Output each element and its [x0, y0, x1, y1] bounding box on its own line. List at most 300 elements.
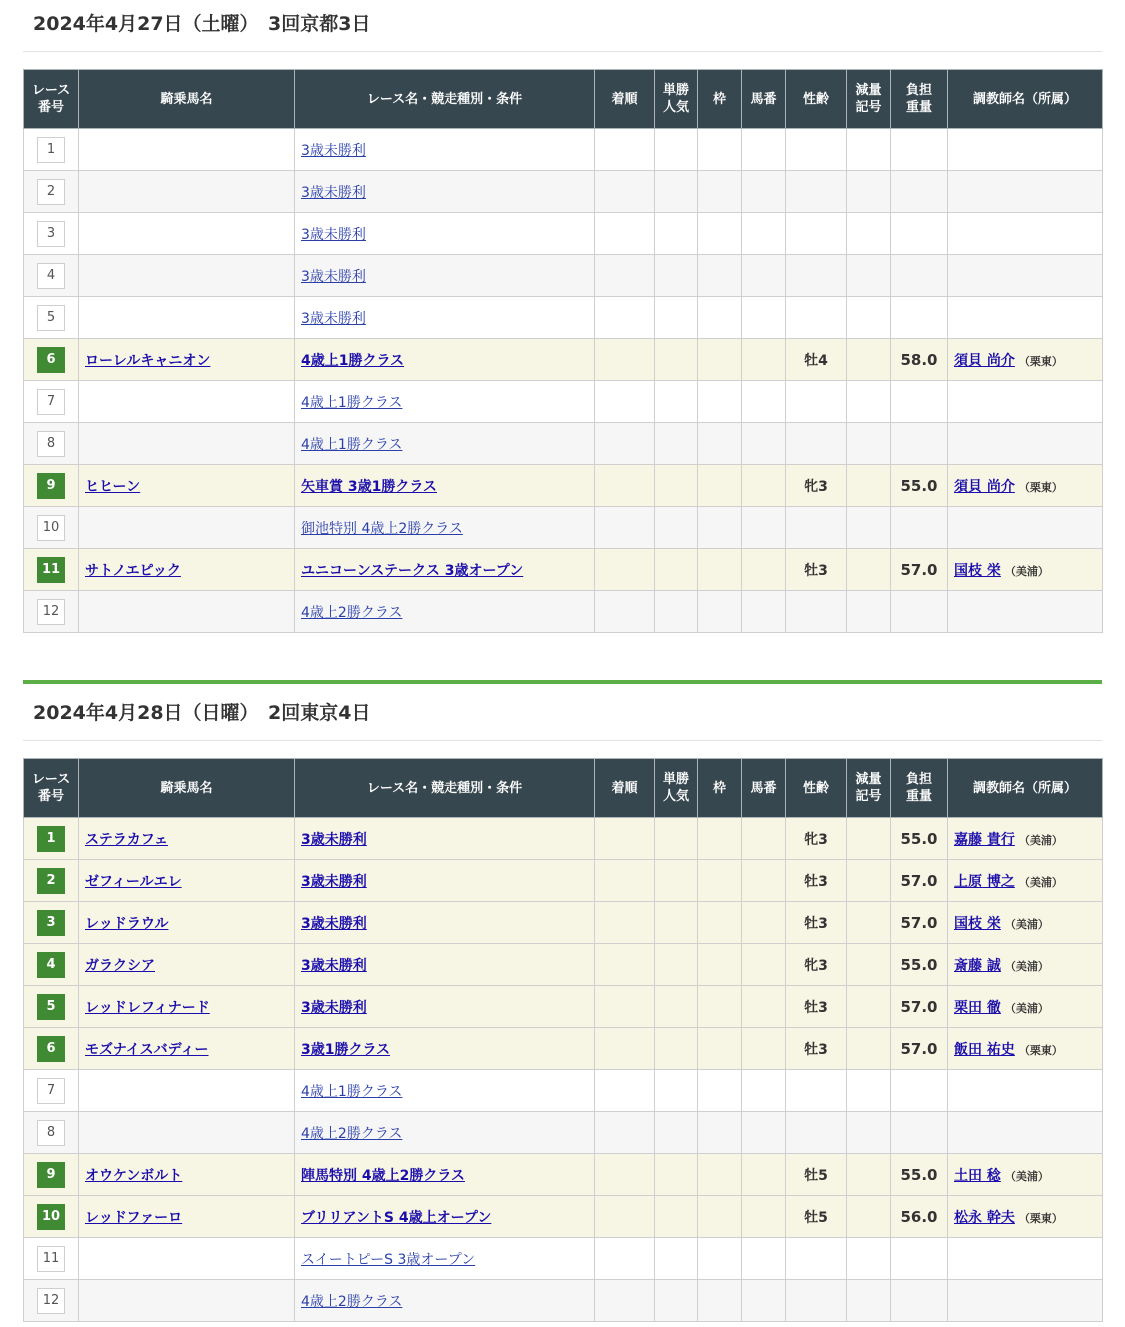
trainer-affiliation: （美浦） — [1018, 875, 1063, 889]
column-header-trainer: 調教師名（所属） — [948, 70, 1103, 129]
race-name-link[interactable]: 3歳1勝クラス — [301, 1041, 391, 1058]
carried-weight-cell — [891, 1070, 948, 1112]
table-row — [24, 1112, 1103, 1154]
carried-weight-cell: 58.0 — [891, 339, 948, 381]
race-number-cell — [24, 1196, 79, 1238]
bracket-cell — [698, 1196, 742, 1238]
finish-cell — [595, 1280, 655, 1322]
trainer-cell — [948, 944, 1103, 986]
race-number-badge[interactable]: 12 — [37, 599, 65, 625]
odds-rank-cell — [655, 944, 698, 986]
race-name-link[interactable]: 3歳未勝利 — [301, 915, 367, 932]
bracket-cell — [698, 255, 742, 297]
race-name-link[interactable]: 3歳未勝利 — [301, 873, 367, 890]
race-number-badge[interactable]: 11 — [37, 1246, 65, 1272]
race-number-badge[interactable]: 5 — [37, 305, 65, 331]
horse-name-link[interactable]: ローレルキャニオン — [85, 352, 211, 369]
table-row — [24, 1238, 1103, 1280]
sex-age-cell — [786, 423, 847, 465]
sex-age-cell — [786, 213, 847, 255]
sex-age-cell: 牡5 — [786, 1154, 847, 1196]
race-name-link[interactable]: ブリリアントS 4歳上オープン — [301, 1209, 492, 1226]
race-name-link[interactable]: 御池特別 4歳上2勝クラス — [301, 520, 463, 537]
horse-number-cell — [742, 944, 786, 986]
race-number-badge[interactable]: 10 — [37, 515, 65, 541]
section-divider — [23, 680, 1102, 684]
finish-cell — [595, 591, 655, 633]
trainer-cell — [948, 465, 1103, 507]
bracket-cell — [698, 1070, 742, 1112]
race-name-cell — [295, 1028, 595, 1070]
race-number-badge[interactable]: 5 — [37, 994, 65, 1020]
horse-name-link[interactable]: ガラクシア — [85, 957, 155, 974]
race-name-cell — [295, 1238, 595, 1280]
race-name-cell — [295, 339, 595, 381]
table-row — [24, 549, 1103, 591]
horse-name-cell — [79, 339, 295, 381]
trainer-name-link[interactable]: 国枝 栄 — [954, 562, 1001, 579]
horse-number-cell — [742, 423, 786, 465]
bracket-cell — [698, 339, 742, 381]
bracket-cell — [698, 423, 742, 465]
bracket-cell — [698, 549, 742, 591]
race-name-cell — [295, 381, 595, 423]
race-number-badge[interactable]: 4 — [37, 263, 65, 289]
day-title: 2024年4月27日（土曜） 3回京都3日 — [23, 0, 1102, 52]
trainer-affiliation: （美浦） — [1004, 1169, 1049, 1183]
finish-cell — [595, 297, 655, 339]
trainer-cell — [948, 171, 1103, 213]
horse-name-cell — [79, 381, 295, 423]
finish-cell — [595, 213, 655, 255]
trainer-cell — [948, 986, 1103, 1028]
weight-mark-cell — [847, 1154, 891, 1196]
carried-weight-cell — [891, 1280, 948, 1322]
finish-cell — [595, 944, 655, 986]
race-name-link[interactable]: スイートピーS 3歳オープン — [301, 1251, 476, 1268]
horse-name-link[interactable]: ゼフィールエレ — [85, 873, 182, 890]
column-header-sex-age: 性齢 — [786, 759, 847, 818]
race-name-cell — [295, 944, 595, 986]
bracket-cell — [698, 986, 742, 1028]
race-name-link[interactable]: 3歳未勝利 — [301, 957, 367, 974]
table-header — [24, 759, 1103, 818]
race-number-cell — [24, 297, 79, 339]
race-number-cell — [24, 1070, 79, 1112]
race-name-link[interactable]: 3歳未勝利 — [301, 268, 366, 285]
table-row — [24, 944, 1103, 986]
race-number-badge[interactable]: 2 — [37, 179, 65, 205]
race-name-cell — [295, 213, 595, 255]
horse-number-cell — [742, 213, 786, 255]
trainer-name-link[interactable]: 松永 幹夫 — [954, 1209, 1015, 1226]
horse-number-cell — [742, 1112, 786, 1154]
horse-number-cell — [742, 860, 786, 902]
column-header-race-name: レース名・競走種別・条件 — [295, 70, 595, 129]
odds-rank-cell — [655, 129, 698, 171]
odds-rank-cell — [655, 423, 698, 465]
odds-rank-cell — [655, 1154, 698, 1196]
race-name-link[interactable]: 陣馬特別 4歳上2勝クラス — [301, 1167, 465, 1184]
horse-name-link[interactable]: ヒヒーン — [85, 478, 141, 495]
race-table — [23, 69, 1103, 633]
trainer-cell — [948, 339, 1103, 381]
carried-weight-cell — [891, 129, 948, 171]
finish-cell — [595, 902, 655, 944]
weight-mark-cell — [847, 213, 891, 255]
sex-age-cell — [786, 1238, 847, 1280]
table-row — [24, 129, 1103, 171]
odds-rank-cell — [655, 465, 698, 507]
horse-name-cell — [79, 591, 295, 633]
sex-age-cell: 牡3 — [786, 860, 847, 902]
carried-weight-cell — [891, 591, 948, 633]
horse-number-cell — [742, 1238, 786, 1280]
bracket-cell — [698, 507, 742, 549]
race-name-cell — [295, 986, 595, 1028]
horse-number-cell — [742, 549, 786, 591]
race-number-badge[interactable]: 3 — [37, 910, 65, 936]
trainer-cell — [948, 1280, 1103, 1322]
carried-weight-cell — [891, 213, 948, 255]
table-row — [24, 255, 1103, 297]
carried-weight-cell — [891, 1112, 948, 1154]
table-header — [24, 70, 1103, 129]
weight-mark-cell — [847, 129, 891, 171]
weight-mark-cell — [847, 986, 891, 1028]
horse-name-link[interactable]: モズナイスバディー — [85, 1041, 209, 1058]
table-row — [24, 465, 1103, 507]
sex-age-cell: 牝3 — [786, 465, 847, 507]
horse-name-link[interactable]: レッドファーロ — [85, 1209, 183, 1226]
horse-number-cell — [742, 1070, 786, 1112]
trainer-affiliation: （栗東） — [1018, 480, 1063, 494]
race-name-link[interactable]: 4歳上1勝クラス — [301, 1083, 403, 1100]
finish-cell — [595, 507, 655, 549]
race-name-cell — [295, 297, 595, 339]
race-number-badge[interactable]: 4 — [37, 952, 65, 978]
trainer-name-link[interactable]: 飯田 祐史 — [954, 1041, 1015, 1058]
finish-cell — [595, 381, 655, 423]
race-number-badge[interactable]: 7 — [37, 389, 65, 415]
sex-age-cell — [786, 507, 847, 549]
horse-number-cell — [742, 1028, 786, 1070]
race-number-badge[interactable]: 2 — [37, 868, 65, 894]
weight-mark-cell — [847, 339, 891, 381]
weight-mark-cell — [847, 1196, 891, 1238]
odds-rank-cell — [655, 171, 698, 213]
horse-name-link[interactable]: レッドレフィナード — [85, 999, 210, 1016]
race-name-link[interactable]: 3歳未勝利 — [301, 226, 366, 243]
race-number-cell — [24, 465, 79, 507]
race-name-link[interactable]: 4歳上1勝クラス — [301, 394, 403, 411]
race-number-cell — [24, 1112, 79, 1154]
race-name-cell — [295, 1196, 595, 1238]
column-header-race-number: レース 番号 — [24, 70, 79, 129]
sex-age-cell — [786, 297, 847, 339]
odds-rank-cell — [655, 549, 698, 591]
trainer-name-link[interactable]: 斎藤 誠 — [954, 957, 1001, 974]
finish-cell — [595, 465, 655, 507]
race-name-link[interactable]: 3歳未勝利 — [301, 831, 367, 848]
trainer-cell — [948, 213, 1103, 255]
horse-name-cell — [79, 1154, 295, 1196]
horse-name-cell — [79, 129, 295, 171]
race-name-link[interactable]: 4歳上2勝クラス — [301, 1293, 403, 1310]
finish-cell — [595, 818, 655, 860]
column-header-race-name: レース名・競走種別・条件 — [295, 759, 595, 818]
weight-mark-cell — [847, 1070, 891, 1112]
race-number-cell — [24, 860, 79, 902]
race-number-badge[interactable]: 1 — [37, 826, 65, 852]
sex-age-cell — [786, 591, 847, 633]
weight-mark-cell — [847, 423, 891, 465]
finish-cell — [595, 1070, 655, 1112]
sex-age-cell — [786, 129, 847, 171]
carried-weight-cell — [891, 507, 948, 549]
weight-mark-cell — [847, 507, 891, 549]
horse-name-cell — [79, 944, 295, 986]
odds-rank-cell — [655, 818, 698, 860]
race-number-cell — [24, 171, 79, 213]
race-number-badge[interactable]: 7 — [37, 1078, 65, 1104]
weight-mark-cell — [847, 381, 891, 423]
trainer-name-link[interactable]: 土田 稔 — [954, 1167, 1001, 1184]
trainer-name-link[interactable]: 嘉藤 貴行 — [954, 831, 1015, 848]
sex-age-cell: 牝3 — [786, 944, 847, 986]
finish-cell — [595, 1112, 655, 1154]
sex-age-cell: 牡3 — [786, 549, 847, 591]
horse-number-cell — [742, 129, 786, 171]
race-number-badge[interactable]: 8 — [37, 431, 65, 457]
horse-name-cell — [79, 1112, 295, 1154]
column-header-horse-name: 騎乗馬名 — [79, 70, 295, 129]
carried-weight-cell: 57.0 — [891, 986, 948, 1028]
column-header-finish: 着順 — [595, 70, 655, 129]
horse-number-cell — [742, 1280, 786, 1322]
weight-mark-cell — [847, 818, 891, 860]
day-section-2 — [23, 689, 1102, 1310]
table-row — [24, 171, 1103, 213]
race-number-cell — [24, 129, 79, 171]
bracket-cell — [698, 902, 742, 944]
trainer-affiliation: （美浦） — [1004, 1001, 1049, 1015]
trainer-cell — [948, 507, 1103, 549]
sex-age-cell — [786, 171, 847, 213]
race-name-link[interactable]: 4歳上2勝クラス — [301, 1125, 403, 1142]
race-number-cell — [24, 1154, 79, 1196]
table-row — [24, 986, 1103, 1028]
odds-rank-cell — [655, 986, 698, 1028]
race-name-cell — [295, 171, 595, 213]
table-row — [24, 1070, 1103, 1112]
race-number-cell — [24, 902, 79, 944]
odds-rank-cell — [655, 1238, 698, 1280]
race-number-cell — [24, 423, 79, 465]
trainer-name-link[interactable]: 国枝 栄 — [954, 915, 1001, 932]
table-row — [24, 507, 1103, 549]
bracket-cell — [698, 1112, 742, 1154]
column-header-carried-weight: 負担 重量 — [891, 70, 948, 129]
finish-cell — [595, 423, 655, 465]
column-header-trainer: 調教師名（所属） — [948, 759, 1103, 818]
horse-number-cell — [742, 986, 786, 1028]
column-header-carried-weight: 負担 重量 — [891, 759, 948, 818]
bracket-cell — [698, 171, 742, 213]
horse-number-cell — [742, 1154, 786, 1196]
trainer-cell — [948, 1238, 1103, 1280]
carried-weight-cell — [891, 255, 948, 297]
horse-number-cell — [742, 591, 786, 633]
trainer-affiliation: （栗東） — [1018, 354, 1063, 368]
sex-age-cell: 牡5 — [786, 1196, 847, 1238]
race-number-badge[interactable]: 3 — [37, 221, 65, 247]
trainer-cell — [948, 129, 1103, 171]
horse-number-cell — [742, 339, 786, 381]
column-header-odds-rank: 単勝 人気 — [655, 759, 698, 818]
race-number-cell — [24, 818, 79, 860]
carried-weight-cell — [891, 423, 948, 465]
column-header-bracket: 枠 — [698, 759, 742, 818]
race-number-badge[interactable]: 11 — [37, 557, 65, 583]
weight-mark-cell — [847, 297, 891, 339]
race-number-badge[interactable]: 10 — [37, 1204, 65, 1230]
race-name-cell — [295, 1280, 595, 1322]
horse-name-cell — [79, 549, 295, 591]
table-row — [24, 1280, 1103, 1322]
sex-age-cell — [786, 1070, 847, 1112]
odds-rank-cell — [655, 1070, 698, 1112]
finish-cell — [595, 860, 655, 902]
race-number-badge[interactable]: 6 — [37, 347, 65, 373]
race-name-link[interactable]: 4歳上1勝クラス — [301, 352, 405, 369]
race-name-link[interactable]: 3歳未勝利 — [301, 310, 366, 327]
odds-rank-cell — [655, 297, 698, 339]
race-number-badge[interactable]: 6 — [37, 1036, 65, 1062]
race-number-badge[interactable]: 9 — [37, 473, 65, 499]
horse-name-cell — [79, 1028, 295, 1070]
trainer-affiliation: （栗東） — [1018, 1211, 1063, 1225]
carried-weight-cell: 57.0 — [891, 549, 948, 591]
sex-age-cell: 牡3 — [786, 986, 847, 1028]
race-name-cell — [295, 129, 595, 171]
bracket-cell — [698, 465, 742, 507]
horse-name-cell — [79, 1070, 295, 1112]
race-name-link[interactable]: 矢車賞 3歳1勝クラス — [301, 478, 437, 495]
race-name-link[interactable]: 4歳上1勝クラス — [301, 436, 403, 453]
horse-name-link[interactable]: レッドラウル — [85, 915, 169, 932]
weight-mark-cell — [847, 549, 891, 591]
race-name-link[interactable]: 3歳未勝利 — [301, 184, 366, 201]
race-name-link[interactable]: ユニコーンステークス 3歳オープン — [301, 562, 524, 579]
sex-age-cell: 牡3 — [786, 902, 847, 944]
race-number-badge[interactable]: 1 — [37, 137, 65, 163]
horse-number-cell — [742, 465, 786, 507]
trainer-name-link[interactable]: 上原 博之 — [954, 873, 1015, 890]
trainer-name-link[interactable]: 須貝 尚介 — [954, 478, 1015, 495]
sex-age-cell: 牡4 — [786, 339, 847, 381]
bracket-cell — [698, 1028, 742, 1070]
weight-mark-cell — [847, 860, 891, 902]
carried-weight-cell — [891, 381, 948, 423]
weight-mark-cell — [847, 171, 891, 213]
race-number-badge[interactable]: 9 — [37, 1162, 65, 1188]
trainer-name-link[interactable]: 栗田 徹 — [954, 999, 1001, 1016]
carried-weight-cell — [891, 1238, 948, 1280]
race-number-badge[interactable]: 12 — [37, 1288, 65, 1314]
column-header-bracket: 枠 — [698, 70, 742, 129]
horse-number-cell — [742, 507, 786, 549]
horse-name-link[interactable]: ステラカフェ — [85, 831, 169, 848]
table-row — [24, 423, 1103, 465]
race-name-cell — [295, 549, 595, 591]
race-number-cell — [24, 1280, 79, 1322]
race-number-cell — [24, 591, 79, 633]
odds-rank-cell — [655, 591, 698, 633]
finish-cell — [595, 1028, 655, 1070]
horse-name-cell — [79, 171, 295, 213]
column-header-weight-mark: 減量 記号 — [847, 759, 891, 818]
horse-name-cell — [79, 1280, 295, 1322]
race-name-link[interactable]: 3歳未勝利 — [301, 999, 367, 1016]
horse-name-link[interactable]: サトノエピック — [85, 562, 181, 579]
finish-cell — [595, 255, 655, 297]
carried-weight-cell: 57.0 — [891, 902, 948, 944]
column-header-race-number: レース 番号 — [24, 759, 79, 818]
finish-cell — [595, 549, 655, 591]
trainer-affiliation: （美浦） — [1004, 917, 1049, 931]
column-header-odds-rank: 単勝 人気 — [655, 70, 698, 129]
trainer-cell — [948, 297, 1103, 339]
race-number-badge[interactable]: 8 — [37, 1120, 65, 1146]
bracket-cell — [698, 944, 742, 986]
odds-rank-cell — [655, 1112, 698, 1154]
race-name-cell — [295, 255, 595, 297]
horse-name-cell — [79, 255, 295, 297]
trainer-affiliation: （美浦） — [1004, 959, 1049, 973]
finish-cell — [595, 129, 655, 171]
sex-age-cell: 牝3 — [786, 818, 847, 860]
trainer-name-link[interactable]: 須貝 尚介 — [954, 352, 1015, 369]
race-name-link[interactable]: 4歳上2勝クラス — [301, 604, 403, 621]
horse-number-cell — [742, 255, 786, 297]
bracket-cell — [698, 1280, 742, 1322]
odds-rank-cell — [655, 1280, 698, 1322]
horse-name-cell — [79, 423, 295, 465]
sex-age-cell — [786, 1112, 847, 1154]
weight-mark-cell — [847, 944, 891, 986]
table-row — [24, 297, 1103, 339]
horse-name-link[interactable]: オウケンボルト — [85, 1167, 183, 1184]
bracket-cell — [698, 860, 742, 902]
sex-age-cell: 牡3 — [786, 1028, 847, 1070]
race-name-cell — [295, 465, 595, 507]
race-number-cell — [24, 255, 79, 297]
trainer-cell — [948, 549, 1103, 591]
column-header-finish: 着順 — [595, 759, 655, 818]
finish-cell — [595, 339, 655, 381]
carried-weight-cell: 55.0 — [891, 818, 948, 860]
day-title: 2024年4月28日（日曜） 2回東京4日 — [23, 689, 1102, 741]
trainer-affiliation: （美浦） — [1004, 564, 1049, 578]
finish-cell — [595, 1238, 655, 1280]
race-name-link[interactable]: 3歳未勝利 — [301, 142, 366, 159]
horse-name-cell — [79, 1196, 295, 1238]
day-section-1 — [23, 0, 1102, 621]
odds-rank-cell — [655, 860, 698, 902]
horse-number-cell — [742, 171, 786, 213]
weight-mark-cell — [847, 465, 891, 507]
